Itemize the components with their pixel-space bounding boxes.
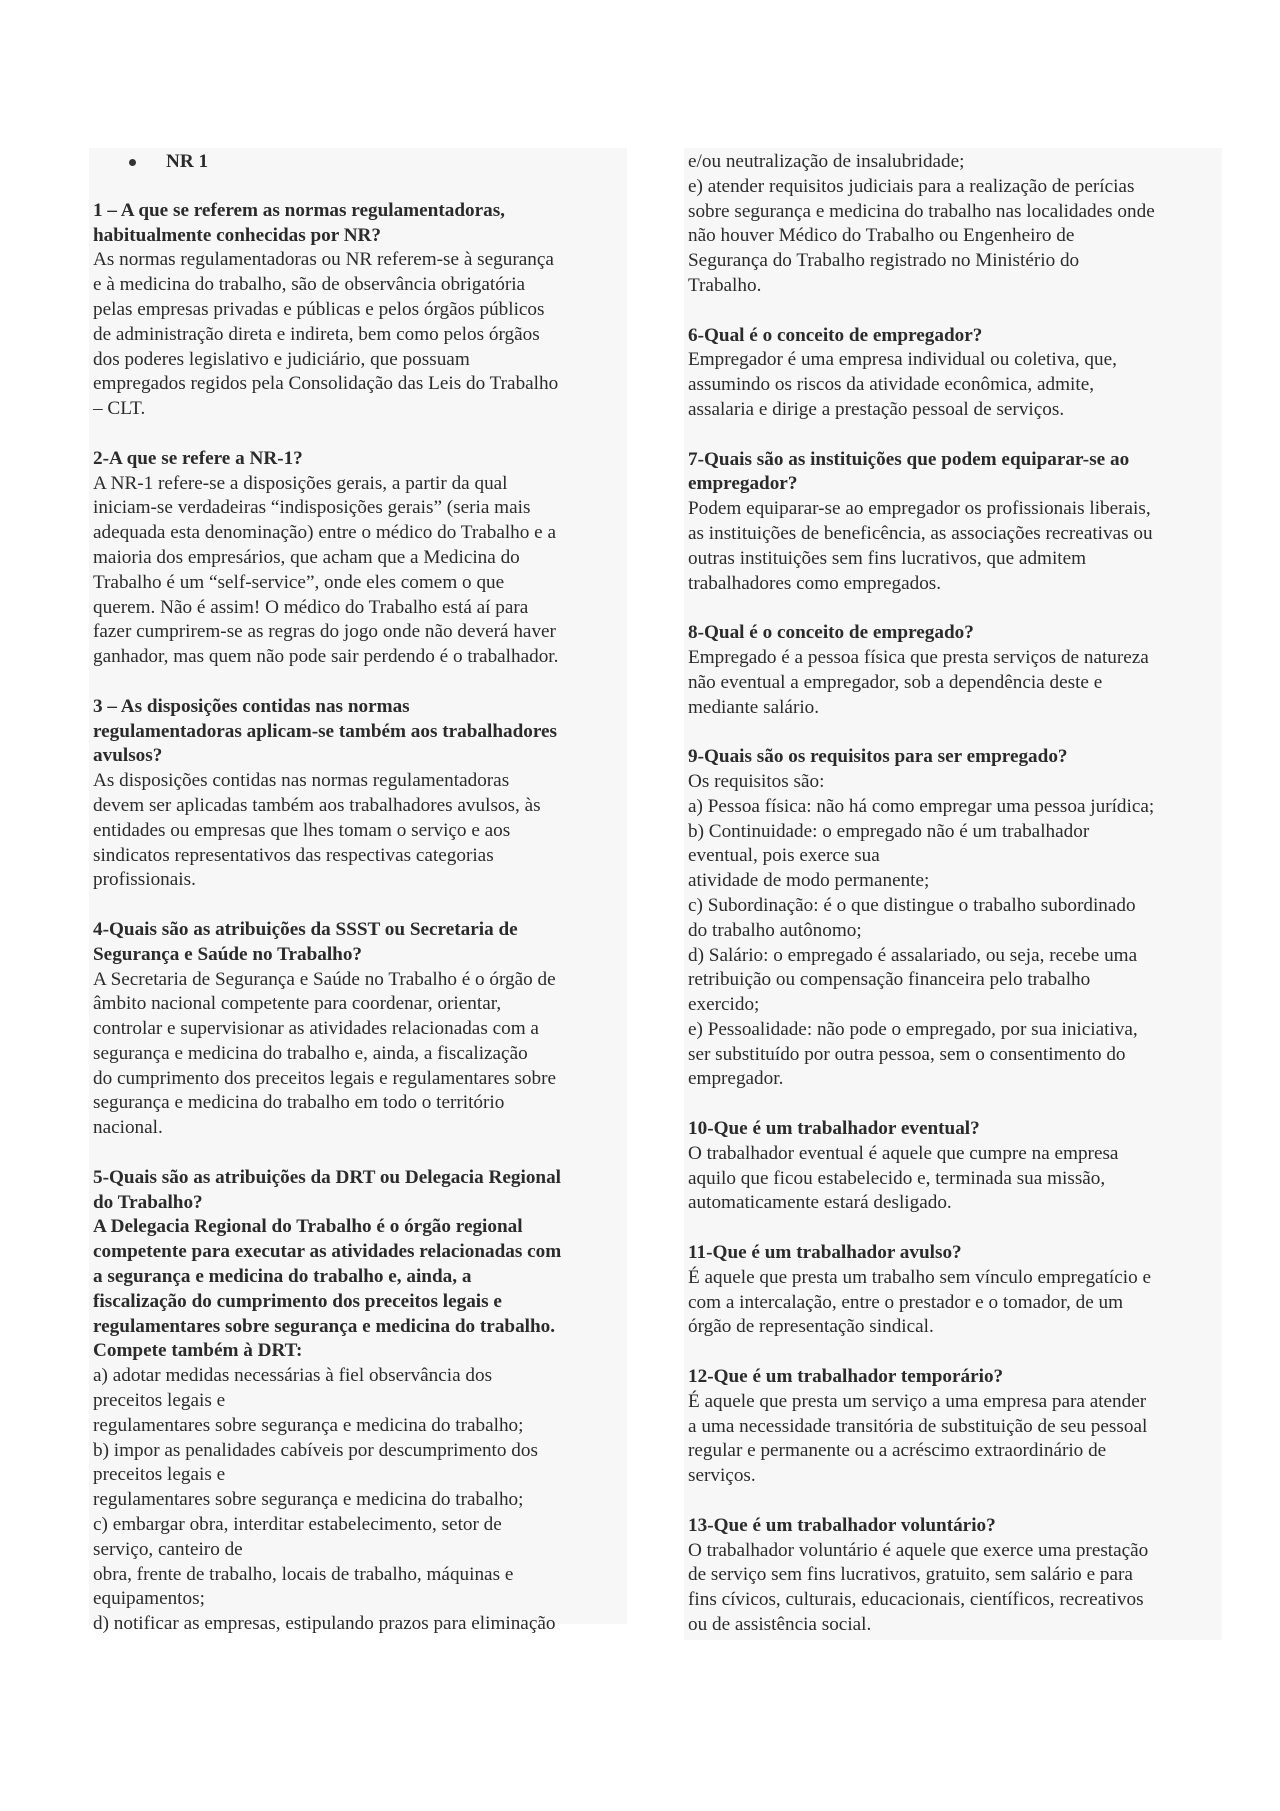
answer-line: fazer cumprirem-se as regras do jogo onde não deverá haver (93, 621, 556, 643)
answer-line: segurança e medicina do trabalho e, ainda, a fiscalização (93, 1042, 528, 1064)
qa-block (688, 1365, 1218, 1489)
answer-line: atividade de modo permanente; (688, 870, 930, 892)
answer-line-bold: regulamentares sobre segurança e medicina do trabalho. (93, 1315, 556, 1337)
answer-line: A NR-1 refere-se a disposições gerais, a partir da qual (93, 472, 508, 494)
answer-line: As normas regulamentadoras ou NR referem-se à segurança (93, 249, 554, 271)
answer-line: É aquele que presta um serviço a uma empresa para atender (688, 1390, 1147, 1412)
answer-line: de serviço sem fins lucrativos, gratuito, sem salário e para (688, 1564, 1133, 1586)
question-line: 1 – A que se referem as normas regulamentadoras, (93, 199, 505, 221)
answer-line: retribuição ou compensação financeira pelo trabalho (688, 969, 1091, 991)
question-line: 2-A que se refere a NR-1? (93, 447, 303, 469)
answer-line: adequada esta denominação) entre o médico do Trabalho e a (93, 522, 556, 544)
answer-line: com a intercalação, entre o prestador e o tomador, de um (688, 1291, 1124, 1313)
answer-line: mediante salário. (688, 696, 820, 718)
question-line: 6-Qual é o conceito de empregador? (688, 324, 983, 346)
qa-block (93, 447, 623, 670)
answer-line: regulamentares sobre segurança e medicina do trabalho; (93, 1414, 524, 1436)
qa-block (93, 918, 623, 1141)
qa-block (688, 1514, 1218, 1638)
answer-line: equipamentos; (93, 1588, 205, 1610)
qa-block (688, 324, 1218, 423)
qa-block (93, 199, 623, 422)
qa-block (688, 448, 1218, 597)
bullet-item (89, 150, 623, 175)
question-line: 5-Quais são as atribuições da DRT ou Delegacia Regional (93, 1166, 562, 1188)
qa-block (688, 1241, 1218, 1340)
answer-line: iniciam-se verdadeiras “indisposições gerais” (seria mais (93, 497, 531, 519)
question-line: 9-Quais são os requisitos para ser empregado? (688, 746, 1068, 768)
answer-line: e/ou neutralização de insalubridade; (688, 151, 965, 172)
question-line: empregador? (688, 473, 798, 495)
answer-line: b) impor as penalidades cabíveis por descumprimento dos (93, 1439, 538, 1461)
answer-line: e) Pessoalidade: não pode o empregado, por sua iniciativa, (688, 1018, 1138, 1040)
answer-line: c) embargar obra, interditar estabelecimento, setor de (93, 1514, 502, 1536)
answer-line: dos poderes legislativo e judiciário, que possuam (93, 348, 470, 370)
answer-line: pelas empresas privadas e públicas e pelos órgãos públicos (93, 298, 545, 320)
answer-line: regulamentares sobre segurança e medicina do trabalho; (93, 1489, 524, 1511)
answer-line: obra, frente de trabalho, locais de trabalho, máquinas e (93, 1563, 514, 1585)
answer-line: entidades ou empresas que lhes tomam o serviço e aos (93, 819, 511, 841)
answer-line: d) Salário: o empregado é assalariado, ou seja, recebe uma (688, 944, 1138, 966)
answer-line-bold: competente para executar as atividades relacionadas com (93, 1241, 562, 1263)
answer-line: Empregado é a pessoa física que presta serviços de natureza (688, 646, 1149, 668)
answer-line: O trabalhador eventual é aquele que cumpre na empresa (688, 1142, 1119, 1164)
answer-line: eventual, pois exerce sua (688, 845, 880, 867)
answer-line: nacional. (93, 1117, 163, 1139)
question-line: 7-Quais são as instituições que podem equiparar-se ao (688, 448, 1130, 470)
answer-line: exercido; (688, 994, 760, 1016)
answer-line: trabalhadores como empregados. (688, 572, 942, 594)
answer-line: fins cívicos, culturais, educacionais, científicos, recreativos (688, 1589, 1144, 1611)
right-column (688, 150, 1218, 1663)
question-line: 8-Qual é o conceito de empregado? (688, 622, 974, 644)
answer-line: serviços. (688, 1465, 756, 1487)
section-title: NR 1 (166, 151, 209, 172)
question-line: 11-Que é um trabalhador avulso? (688, 1242, 962, 1264)
answer-line: empregados regidos pela Consolidação das Leis do Trabalho (93, 373, 559, 395)
answer-line: Podem equiparar-se ao empregador os profissionais liberais, (688, 498, 1151, 520)
answer-line: a) adotar medidas necessárias à fiel observância dos (93, 1365, 493, 1387)
answer-line: sobre segurança e medicina do trabalho nas localidades onde (688, 200, 1155, 222)
answer-line: regular e permanente ou a acréscimo extraordinário de (688, 1440, 1107, 1462)
answer-line: devem ser aplicadas também aos trabalhadores avulsos, às (93, 794, 541, 816)
question-line: 4-Quais são as atribuições da SSST ou Secretaria de (93, 918, 518, 940)
answer-line: empregador. (688, 1068, 784, 1090)
question-line: 13-Que é um trabalhador voluntário? (688, 1514, 996, 1536)
answer-line: Trabalho. (688, 274, 762, 296)
answer-line: outras instituições sem fins lucrativos, que admitem (688, 547, 1087, 569)
answer-line: maioria dos empresários, que acham que a Medicina do (93, 546, 520, 568)
left-column (93, 150, 623, 1662)
answer-line: a) Pessoa física: não há como empregar uma pessoa jurídica; (688, 795, 1155, 817)
answer-line: preceitos legais e (93, 1464, 226, 1486)
answer-line: sindicatos representativos das respectivas categorias (93, 844, 494, 866)
qa-block (688, 1117, 1218, 1216)
continued-text (688, 150, 1218, 299)
answer-line: ou de assistência social. (688, 1614, 872, 1636)
question-line: avulsos? (93, 745, 163, 767)
answer-line: âmbito nacional competente para coordenar, orientar, (93, 993, 502, 1015)
qa-block (93, 1166, 623, 1637)
answer-line: querem. Não é assim! O médico do Trabalho está aí para (93, 596, 529, 618)
question-line: 10-Que é um trabalhador eventual? (688, 1118, 980, 1140)
answer-line: serviço, canteiro de (93, 1538, 243, 1560)
answer-line: de administração direta e indireta, bem como pelos órgãos (93, 323, 540, 345)
answer-line: A Secretaria de Segurança e Saúde no Trabalho é o órgão de (93, 968, 556, 990)
question-line: do Trabalho? (93, 1191, 203, 1213)
answer-line: O trabalhador voluntário é aquele que exerce uma prestação (688, 1539, 1149, 1561)
answer-line: assumindo os riscos da atividade econômica, admite, (688, 374, 1095, 396)
answer-line: É aquele que presta um trabalho sem vínculo empregatício e (688, 1266, 1151, 1288)
question-line: Segurança e Saúde no Trabalho? (93, 943, 363, 965)
answer-line: b) Continuidade: o empregado não é um trabalhador (688, 820, 1090, 842)
answer-line: órgão de representação sindical. (688, 1316, 934, 1338)
answer-line: não houver Médico do Trabalho ou Engenheiro de (688, 225, 1075, 247)
answer-line: As disposições contidas nas normas regulamentadoras (93, 770, 510, 792)
qa-block (688, 745, 1218, 1092)
answer-line-bold: a segurança e medicina do trabalho e, ainda, a (93, 1266, 472, 1288)
bullet-dot-icon (129, 159, 136, 166)
answer-line: não eventual a empregador, sob a dependência deste e (688, 671, 1103, 693)
answer-line: c) Subordinação: é o que distingue o trabalho subordinado (688, 894, 1136, 916)
answer-line: Os requisitos são: (688, 770, 825, 792)
answer-line-bold: A Delegacia Regional do Trabalho é o órgão regional (93, 1216, 523, 1238)
answer-line-bold: Compete também à DRT: (93, 1340, 303, 1362)
answer-line: Segurança do Trabalho registrado no Ministério do (688, 250, 1080, 272)
question-line: 3 – As disposições contidas nas normas (93, 695, 410, 717)
question-line: regulamentadoras aplicam-se também aos trabalhadores (93, 720, 558, 742)
answer-line: e) atender requisitos judiciais para a realização de perícias (688, 175, 1135, 197)
answer-line: assalaria e dirige a prestação pessoal de serviços. (688, 398, 1065, 420)
qa-block (688, 621, 1218, 720)
answer-line: d) notificar as empresas, estipulando prazos para eliminação (93, 1613, 556, 1635)
answer-line: preceitos legais e (93, 1390, 226, 1412)
answer-line: aquilo que ficou estabelecido e, terminada sua missão, (688, 1167, 1106, 1189)
answer-line: ganhador, mas quem não pode sair perdendo é o trabalhador. (93, 646, 559, 668)
answer-line: segurança e medicina do trabalho em todo o território (93, 1092, 505, 1114)
answer-line: – CLT. (93, 398, 146, 420)
answer-line-bold: fiscalização do cumprimento dos preceitos legais e (93, 1290, 502, 1312)
answer-line: automaticamente estará desligado. (688, 1192, 952, 1214)
qa-block (93, 695, 623, 893)
answer-line: do cumprimento dos preceitos legais e regulamentares sobre (93, 1067, 557, 1089)
answer-line: e à medicina do trabalho, são de observância obrigatória (93, 274, 526, 296)
answer-line: as instituições de beneficência, as associações recreativas ou (688, 522, 1153, 544)
answer-line: profissionais. (93, 869, 196, 891)
answer-line: do trabalho autônomo; (688, 919, 862, 941)
question-line: 12-Que é um trabalhador temporário? (688, 1366, 1004, 1388)
answer-line: a uma necessidade transitória de substituição de seu pessoal (688, 1415, 1148, 1437)
answer-line: controlar e supervisionar as atividades relacionadas com a (93, 1018, 539, 1040)
answer-line: ser substituído por outra pessoa, sem o consentimento do (688, 1043, 1126, 1065)
question-line: habitualmente conhecidas por NR? (93, 224, 382, 246)
answer-line: Empregador é uma empresa individual ou coletiva, que, (688, 349, 1117, 371)
answer-line: Trabalho é um “self-service”, onde eles comem o que (93, 571, 505, 593)
